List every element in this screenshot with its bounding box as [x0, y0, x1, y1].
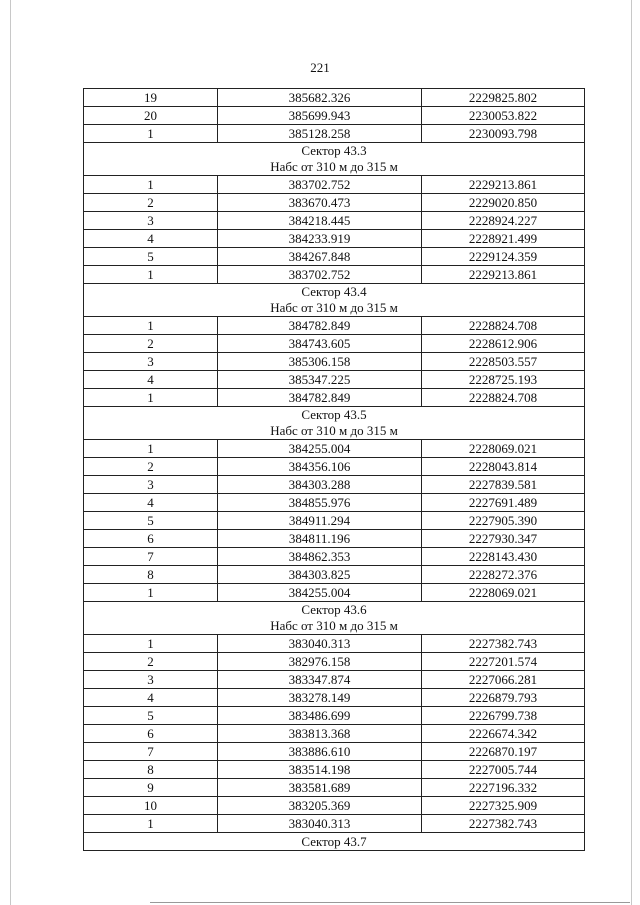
- table-row: [84, 317, 585, 335]
- point-number-cell: 10: [84, 797, 218, 815]
- table-row: [84, 494, 585, 512]
- point-number-cell: 3: [84, 353, 218, 371]
- x-coordinate-cell: 383581.689: [218, 779, 422, 797]
- table-row: [84, 458, 585, 476]
- sector-header: [84, 284, 585, 317]
- page-edge-left: [10, 0, 11, 905]
- table-row: [84, 176, 585, 194]
- point-number-cell: 3: [84, 476, 218, 494]
- table-row: [84, 689, 585, 707]
- y-coordinate-cell: 2227066.281: [422, 671, 585, 689]
- y-coordinate-cell: 2230053.822: [422, 107, 585, 125]
- sector-elevation-range: Набс от 310 м до 315 м: [270, 300, 398, 315]
- point-number-cell: 1: [84, 125, 218, 143]
- y-coordinate-cell: 2227382.743: [422, 815, 585, 833]
- point-number-cell: 5: [84, 512, 218, 530]
- sector-header-row: [84, 143, 585, 176]
- sector-header: [84, 143, 585, 176]
- table-row: [84, 671, 585, 689]
- point-number-cell: 7: [84, 548, 218, 566]
- table-row: [84, 635, 585, 653]
- sector-elevation-range: Набс от 310 м до 315 м: [270, 618, 398, 633]
- point-number-cell: 4: [84, 230, 218, 248]
- table-row: [84, 194, 585, 212]
- y-coordinate-cell: 2227839.581: [422, 476, 585, 494]
- point-number-cell: 4: [84, 689, 218, 707]
- point-number-cell: 2: [84, 194, 218, 212]
- x-coordinate-cell: 383205.369: [218, 797, 422, 815]
- y-coordinate-cell: 2229213.861: [422, 176, 585, 194]
- x-coordinate-cell: 383886.610: [218, 743, 422, 761]
- y-coordinate-cell: 2227930.347: [422, 530, 585, 548]
- page-edge-right: [631, 0, 632, 905]
- sector-header-row: [84, 602, 585, 635]
- x-coordinate-cell: 384743.605: [218, 335, 422, 353]
- y-coordinate-cell: 2226870.197: [422, 743, 585, 761]
- y-coordinate-cell: 2228824.708: [422, 389, 585, 407]
- sector-header-row: [84, 284, 585, 317]
- x-coordinate-cell: 382976.158: [218, 653, 422, 671]
- point-number-cell: 2: [84, 335, 218, 353]
- point-number-cell: 3: [84, 671, 218, 689]
- point-number-cell: 6: [84, 530, 218, 548]
- table-row: [84, 353, 585, 371]
- table-row: [84, 476, 585, 494]
- table-row: [84, 440, 585, 458]
- point-number-cell: 2: [84, 458, 218, 476]
- sector-header-row: [84, 833, 585, 851]
- x-coordinate-cell: 383278.149: [218, 689, 422, 707]
- y-coordinate-cell: 2228143.430: [422, 548, 585, 566]
- table-row: [84, 125, 585, 143]
- x-coordinate-cell: 384303.825: [218, 566, 422, 584]
- x-coordinate-cell: 384862.353: [218, 548, 422, 566]
- y-coordinate-cell: 2227905.390: [422, 512, 585, 530]
- page-number: 221: [310, 60, 330, 75]
- x-coordinate-cell: 384303.288: [218, 476, 422, 494]
- y-coordinate-cell: 2228924.227: [422, 212, 585, 230]
- x-coordinate-cell: 383347.874: [218, 671, 422, 689]
- sector-header: [84, 407, 585, 440]
- table-row: [84, 107, 585, 125]
- point-number-cell: 2: [84, 653, 218, 671]
- x-coordinate-cell: 385306.158: [218, 353, 422, 371]
- x-coordinate-cell: 384233.919: [218, 230, 422, 248]
- x-coordinate-cell: 383040.313: [218, 635, 422, 653]
- point-number-cell: 1: [84, 389, 218, 407]
- table-row: [84, 707, 585, 725]
- sector-title: Сектор 43.6: [301, 602, 367, 617]
- point-number-cell: 20: [84, 107, 218, 125]
- x-coordinate-cell: 384782.849: [218, 317, 422, 335]
- x-coordinate-cell: 384356.106: [218, 458, 422, 476]
- coordinates-table-body: [84, 89, 585, 851]
- x-coordinate-cell: 383702.752: [218, 266, 422, 284]
- y-coordinate-cell: 2229213.861: [422, 266, 585, 284]
- y-coordinate-cell: 2228612.906: [422, 335, 585, 353]
- sector-elevation-range: Набс от 310 м до 315 м: [270, 159, 398, 174]
- y-coordinate-cell: 2227005.744: [422, 761, 585, 779]
- sector-elevation-range: Набс от 310 м до 315 м: [270, 423, 398, 438]
- x-coordinate-cell: 385699.943: [218, 107, 422, 125]
- table-row: [84, 248, 585, 266]
- table-row: [84, 371, 585, 389]
- point-number-cell: 1: [84, 440, 218, 458]
- y-coordinate-cell: 2226674.342: [422, 725, 585, 743]
- y-coordinate-cell: 2230093.798: [422, 125, 585, 143]
- point-number-cell: 1: [84, 584, 218, 602]
- y-coordinate-cell: 2229825.802: [422, 89, 585, 107]
- table-row: [84, 548, 585, 566]
- y-coordinate-cell: 2228272.376: [422, 566, 585, 584]
- table-row: [84, 815, 585, 833]
- y-coordinate-cell: 2229020.850: [422, 194, 585, 212]
- y-coordinate-cell: 2227382.743: [422, 635, 585, 653]
- x-coordinate-cell: 384255.004: [218, 440, 422, 458]
- x-coordinate-cell: 385682.326: [218, 89, 422, 107]
- table-row: [84, 230, 585, 248]
- table-row: [84, 779, 585, 797]
- table-row: [84, 743, 585, 761]
- x-coordinate-cell: 384255.004: [218, 584, 422, 602]
- table-row: [84, 530, 585, 548]
- sector-title: Сектор 43.3: [301, 143, 367, 158]
- point-number-cell: 3: [84, 212, 218, 230]
- y-coordinate-cell: 2226799.738: [422, 707, 585, 725]
- table-row: [84, 512, 585, 530]
- point-number-cell: 4: [84, 494, 218, 512]
- point-number-cell: 7: [84, 743, 218, 761]
- y-coordinate-cell: 2228921.499: [422, 230, 585, 248]
- y-coordinate-cell: 2229124.359: [422, 248, 585, 266]
- table-row: [84, 212, 585, 230]
- point-number-cell: 4: [84, 371, 218, 389]
- y-coordinate-cell: 2227201.574: [422, 653, 585, 671]
- table-row: [84, 389, 585, 407]
- sector-header-row: [84, 407, 585, 440]
- y-coordinate-cell: 2227325.909: [422, 797, 585, 815]
- table-row: [84, 797, 585, 815]
- table-row: [84, 725, 585, 743]
- table-row: [84, 266, 585, 284]
- point-number-cell: 5: [84, 248, 218, 266]
- x-coordinate-cell: 384218.445: [218, 212, 422, 230]
- sector-title: Сектор 43.5: [301, 407, 367, 422]
- x-coordinate-cell: 383702.752: [218, 176, 422, 194]
- y-coordinate-cell: 2228043.814: [422, 458, 585, 476]
- point-number-cell: 8: [84, 761, 218, 779]
- x-coordinate-cell: 383486.699: [218, 707, 422, 725]
- x-coordinate-cell: 383040.313: [218, 815, 422, 833]
- y-coordinate-cell: 2227196.332: [422, 779, 585, 797]
- x-coordinate-cell: 384782.849: [218, 389, 422, 407]
- y-coordinate-cell: 2226879.793: [422, 689, 585, 707]
- point-number-cell: 1: [84, 266, 218, 284]
- x-coordinate-cell: 383813.368: [218, 725, 422, 743]
- point-number-cell: 1: [84, 176, 218, 194]
- point-number-cell: 1: [84, 635, 218, 653]
- y-coordinate-cell: 2228503.557: [422, 353, 585, 371]
- y-coordinate-cell: 2228069.021: [422, 584, 585, 602]
- table-row: [84, 335, 585, 353]
- table-row: [84, 761, 585, 779]
- point-number-cell: 5: [84, 707, 218, 725]
- point-number-cell: 6: [84, 725, 218, 743]
- table-row: [84, 653, 585, 671]
- y-coordinate-cell: 2228069.021: [422, 440, 585, 458]
- x-coordinate-cell: 384267.848: [218, 248, 422, 266]
- page-edge-bottom: [150, 902, 630, 903]
- x-coordinate-cell: 383670.473: [218, 194, 422, 212]
- point-number-cell: 8: [84, 566, 218, 584]
- table-row: [84, 89, 585, 107]
- coordinates-table: [83, 88, 585, 851]
- point-number-cell: 9: [84, 779, 218, 797]
- y-coordinate-cell: 2227691.489: [422, 494, 585, 512]
- point-number-cell: 19: [84, 89, 218, 107]
- point-number-cell: 1: [84, 815, 218, 833]
- sector-title: Сектор 43.7: [301, 833, 367, 849]
- sector-header: [84, 833, 585, 851]
- x-coordinate-cell: 384911.294: [218, 512, 422, 530]
- table-row: [84, 584, 585, 602]
- x-coordinate-cell: 384811.196: [218, 530, 422, 548]
- sector-title: Сектор 43.4: [301, 284, 367, 299]
- x-coordinate-cell: 384855.976: [218, 494, 422, 512]
- sector-header: [84, 602, 585, 635]
- y-coordinate-cell: 2228725.193: [422, 371, 585, 389]
- x-coordinate-cell: 385347.225: [218, 371, 422, 389]
- x-coordinate-cell: 385128.258: [218, 125, 422, 143]
- point-number-cell: 1: [84, 317, 218, 335]
- y-coordinate-cell: 2228824.708: [422, 317, 585, 335]
- table-row: [84, 566, 585, 584]
- x-coordinate-cell: 383514.198: [218, 761, 422, 779]
